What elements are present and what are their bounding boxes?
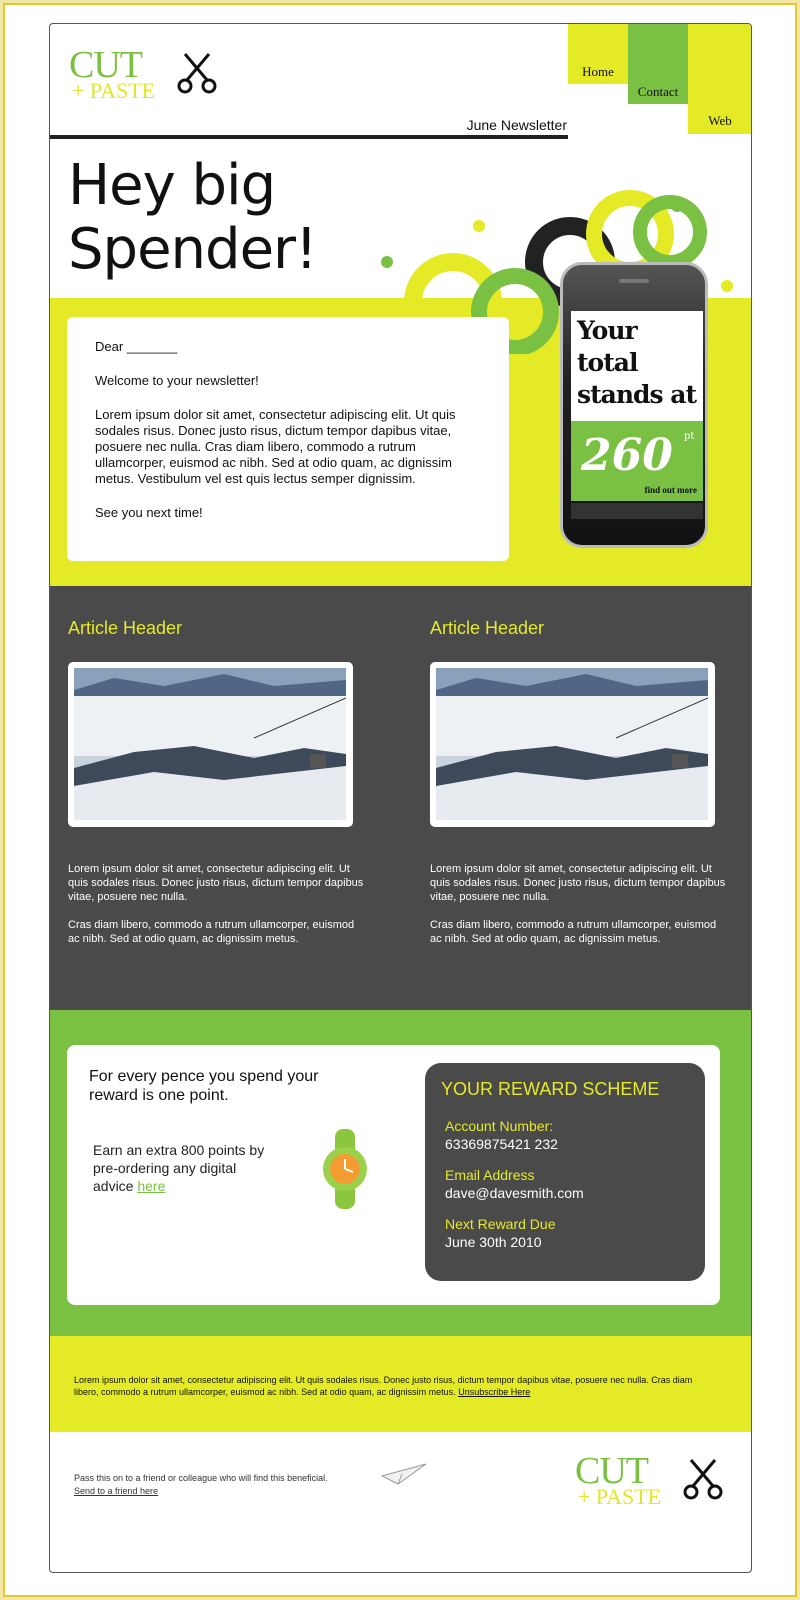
nav-home-label: Home <box>582 64 614 79</box>
phone-toolbar <box>571 503 703 519</box>
reward-scheme-title: YOUR REWARD SCHEME <box>441 1079 660 1099</box>
phone-mockup <box>560 262 708 548</box>
nav-contact[interactable] <box>628 24 688 104</box>
next-reward-label: Next Reward Due <box>445 1216 556 1232</box>
reward-card <box>67 1045 720 1305</box>
nav-web[interactable] <box>688 24 752 134</box>
article-2-photo-frame <box>430 662 715 827</box>
newsletter <box>49 23 752 1573</box>
footer-body: Lorem ipsum dolor sit amet, consectetur adipiscing elit. Ut quis sodales risus. Donec justo risus, dictum tempor dapibus vitae, posuere nec nulla. Cras diam libero, commodo a rutrum ullamcorper, euismod ac nibh. Sed at odio quam, ac dignissim metus. <box>74 1375 693 1397</box>
points-unit: pt <box>684 431 695 442</box>
brand-logo[interactable] <box>69 46 219 106</box>
letter-card <box>67 317 509 561</box>
hero-line-1: Hey big <box>68 153 276 218</box>
article-1-photo-frame <box>68 662 353 827</box>
footer-logo-cut: CUT <box>575 1450 648 1492</box>
reward-lead: For every pence you spend your reward is one point. <box>89 1068 319 1104</box>
nav-contact-label: Contact <box>637 84 679 99</box>
points-heading-3: stands at <box>577 380 697 409</box>
logo-paste: + PASTE <box>72 78 156 103</box>
article-2-header: Article Header <box>430 618 545 638</box>
send-to-friend-link[interactable]: Send to a friend here <box>74 1486 159 1496</box>
article-1 <box>68 617 364 945</box>
letter-signoff: See you next time! <box>95 505 203 520</box>
paper-plane-icon <box>380 1462 428 1486</box>
reward-scheme-panel <box>425 1063 705 1281</box>
article-2-p2: Cras diam libero, commodo a rutrum ullamcorper, euismod ac nibh. Sed at odio quam, ac dignissim metus. <box>430 919 717 945</box>
phone-speaker <box>619 279 649 283</box>
article-2 <box>430 617 726 945</box>
letter-body: Lorem ipsum dolor sit amet, consectetur adipiscing elit. Ut quis sodales risus. Donec justo risus, dictum tempor dapibus vitae, posuere nec nulla. Cras diam libero, commodo a rutrum ullamcorper, euismod ac nibh. Sed at odio quam, ac dignissim metus. Vestibulum vel est quis lectus semper dignissim. <box>95 407 456 486</box>
next-reward-value: June 30th 2010 <box>445 1234 542 1250</box>
article-2-body <box>430 862 730 960</box>
account-number-label: Account Number: <box>445 1118 554 1134</box>
issue-label: June Newsletter <box>466 117 567 133</box>
article-1-p2: Cras diam libero, commodo a rutrum ullamcorper, euismod ac nibh. Sed at odio quam, ac dignissim metus. <box>68 919 355 945</box>
email-label: Email Address <box>445 1167 535 1183</box>
email-value: dave@davesmith.com <box>445 1185 584 1201</box>
points-heading <box>577 315 696 411</box>
watch-icon <box>317 1129 373 1209</box>
share-text: Pass this on to a friend or colleague who will find this beneficial. <box>74 1473 328 1483</box>
points-value: 260 <box>581 430 673 481</box>
article-2-photo <box>436 668 708 820</box>
scissors-icon <box>177 50 217 96</box>
share-section <box>74 1472 328 1498</box>
article-1-body <box>68 862 368 960</box>
points-panel <box>571 421 703 501</box>
points-heading-2: total <box>577 348 638 377</box>
article-1-p1: Lorem ipsum dolor sit amet, consectetur adipiscing elit. Ut quis sodales risus. Donec justo risus, dictum tempor dapibus vitae, posuere nec nulla. <box>68 863 364 903</box>
points-heading-1: Your <box>577 316 637 345</box>
letter-greeting: Dear _______ <box>95 339 178 354</box>
footer-scissors-icon <box>683 1456 723 1502</box>
hero-line-2: Spender! <box>68 217 317 282</box>
hero-title <box>68 154 317 282</box>
reward-offer-link[interactable]: here <box>137 1178 166 1194</box>
unsubscribe-link[interactable]: Unsubscribe Here <box>458 1387 531 1397</box>
header-divider <box>50 135 568 139</box>
letter-welcome: Welcome to your newsletter! <box>95 373 259 388</box>
article-2-p1: Lorem ipsum dolor sit amet, consectetur adipiscing elit. Ut quis sodales risus. Donec justo risus, dictum tempor dapibus vitae, posuere nec nulla. <box>430 863 726 903</box>
phone-screen <box>571 311 703 501</box>
article-1-photo <box>74 668 346 820</box>
nav-web-label: Web <box>708 113 732 128</box>
find-out-more-link[interactable]: find out more <box>644 485 697 495</box>
article-1-header: Article Header <box>68 618 183 638</box>
account-number-value: 63369875421 232 <box>445 1136 558 1152</box>
footer-logo[interactable] <box>575 1452 735 1512</box>
reward-offer <box>93 1141 273 1195</box>
reward-offer-text: Earn an extra 800 points by pre-ordering any digital advice <box>93 1142 265 1194</box>
footer-logo-paste: + PASTE <box>578 1484 662 1509</box>
footer-text <box>74 1374 714 1398</box>
logo-cut: CUT <box>69 44 142 86</box>
nav-home[interactable] <box>568 24 628 84</box>
